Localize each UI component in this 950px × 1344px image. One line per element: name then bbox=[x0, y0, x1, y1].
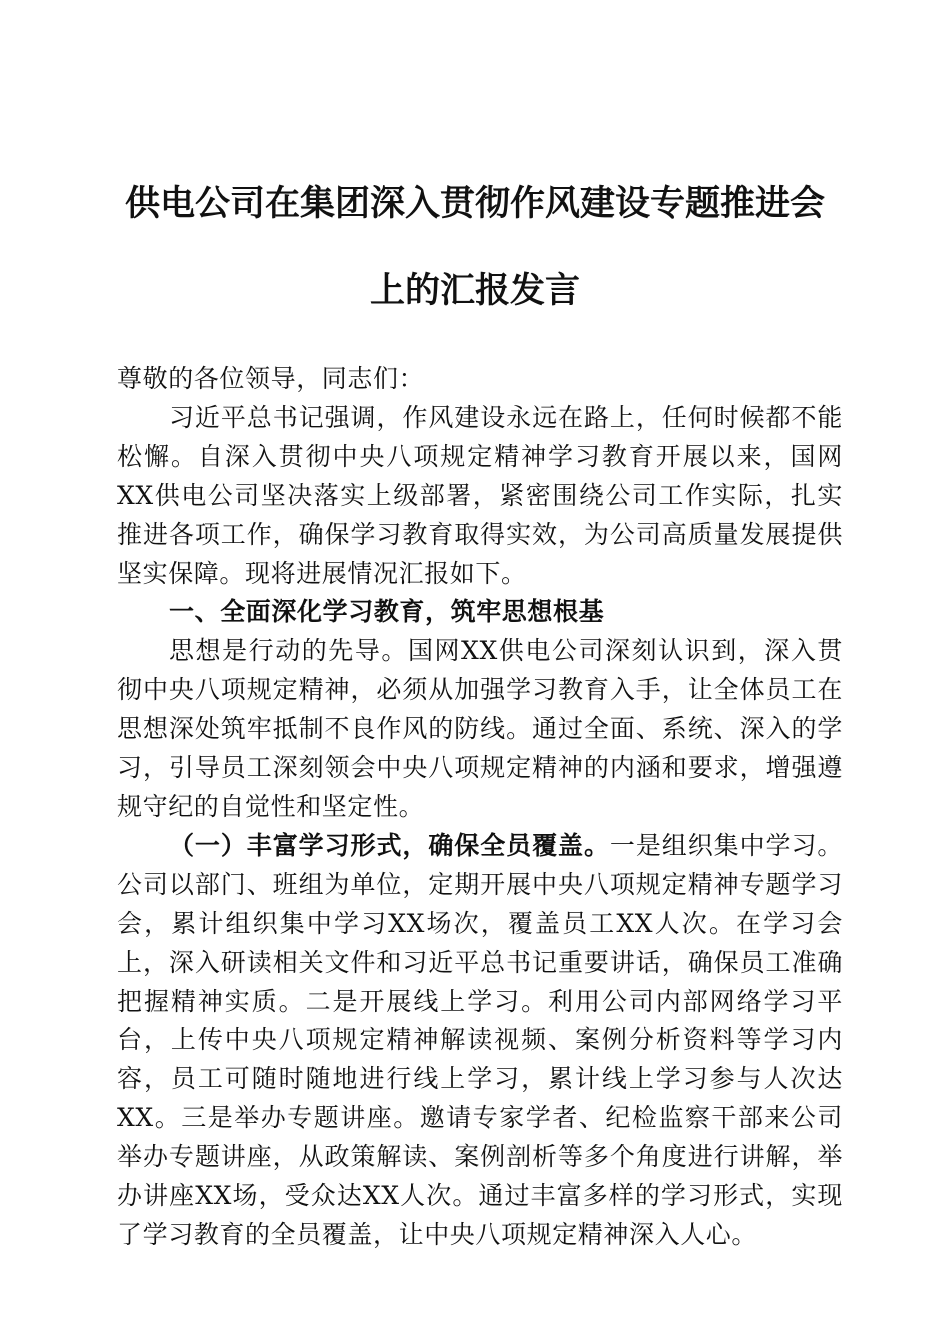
title-line-1: 供电公司在集团深入贯彻作风建设专题推进会 bbox=[124, 183, 825, 224]
salutation: 尊敬的各位领导，同志们： bbox=[117, 364, 425, 393]
section-1-heading: 一、全面深化学习教育，筑牢思想根基 bbox=[169, 597, 605, 627]
intro-paragraph: 习近平总书记强调，作风建设永远在路上，任何时候都不能松懈。自深入贯彻中央八项规定精神学习教育开展以来，国网XX供电公司坚决落实上级部署，紧密围绕公司工作实际，扎实推进各项工作，确保学习教育取得实效，为公司高质量发展提供坚实保障。现将进展情况汇报如下。 bbox=[117, 402, 843, 588]
document-title bbox=[100, 160, 850, 334]
section-1-paragraph: 思想是行动的先导。国网XX供电公司深刻认识到，深入贯彻中央八项规定精神，必须从加强学习教育入手，让全体员工在思想深处筑牢抵制不良作风的防线。通过全面、系统、深入的学习，引导员工深刻领会中央八项规定精神的内涵和要求，增强遵规守纪的自觉性和坚定性。 bbox=[117, 636, 843, 821]
subsection-1-heading: （一）丰富学习形式，确保全员覆盖。 bbox=[169, 830, 610, 860]
subsection-1-text: 一是组织集中学习。公司以部门、班组为单位，定期开展中央八项规定精神专题学习会，累计组织集中学习XX场次，覆盖员工XX人次。在学习会上，深入研读相关文件和习近平总书记重要讲话，确保员工准确把握精神实质。二是开展线上学习。利用公司内部网络学习平台，上传中央八项规定精神解读视频、案例分析资料等学习内容，员工可随时随地进行线上学习，累计线上学习参与人次达XX。三是举办专题讲座。邀请专家学者、纪检监察干部来公司举办专题讲座，从政策解读、案例剖析等多个角度进行讲解，举办讲座XX场，受众达XX人次。通过丰富多样的学习形式，实现了学习教育的全员覆盖，让中央八项规定精神深入人心。 bbox=[117, 830, 844, 1249]
subsection-1-paragraph bbox=[117, 827, 843, 1255]
title-line-2: 上的汇报发言 bbox=[369, 270, 580, 311]
document-body bbox=[117, 360, 843, 1255]
